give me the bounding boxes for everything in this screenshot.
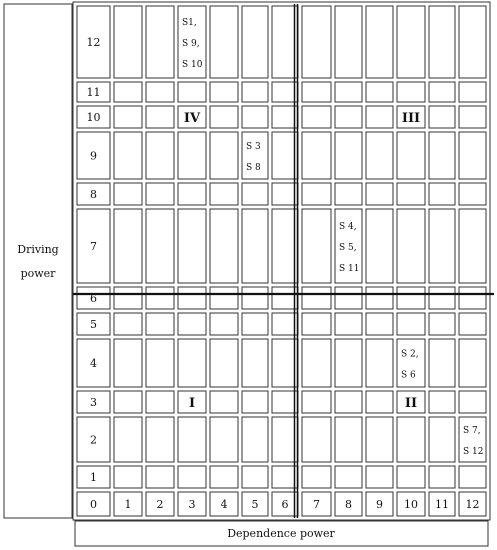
grid-cell bbox=[366, 466, 393, 488]
y-tick-label: 11 bbox=[86, 86, 101, 99]
y-tick-label: 1 bbox=[90, 471, 97, 484]
grid-cell bbox=[146, 313, 174, 335]
grid-cell bbox=[210, 6, 238, 78]
grid-cell bbox=[459, 466, 486, 488]
grid-cell bbox=[146, 6, 174, 78]
grid-cell bbox=[459, 6, 486, 78]
y-tick-label: 4 bbox=[90, 357, 97, 370]
grid-cell bbox=[429, 209, 455, 283]
y-tick-label: 10 bbox=[86, 111, 101, 124]
grid-cell bbox=[242, 417, 268, 462]
grid-cell bbox=[459, 82, 486, 102]
grid-cell bbox=[210, 82, 238, 102]
grid-cell bbox=[242, 391, 268, 413]
x-tick-label: 1 bbox=[124, 498, 132, 511]
grid-cell bbox=[459, 209, 486, 283]
grid-cell bbox=[146, 391, 174, 413]
grid-cell bbox=[178, 417, 206, 462]
quadrant-label: IV bbox=[183, 111, 201, 126]
grid-cell bbox=[210, 391, 238, 413]
grid-cell bbox=[114, 339, 142, 387]
grid-cell bbox=[335, 132, 362, 179]
grid-cell bbox=[178, 82, 206, 102]
grid-cell bbox=[459, 132, 486, 179]
grid-cell bbox=[114, 313, 142, 335]
grid-cell bbox=[114, 106, 142, 128]
grid-cell bbox=[114, 82, 142, 102]
grid-cell bbox=[242, 313, 268, 335]
factor-label: S 3 bbox=[246, 142, 261, 152]
x-tick-label: 4 bbox=[220, 498, 228, 511]
grid-cell bbox=[114, 391, 142, 413]
grid-cell bbox=[302, 106, 331, 128]
grid-cell bbox=[302, 6, 331, 78]
grid-cell bbox=[146, 417, 174, 462]
grid-cell bbox=[429, 106, 455, 128]
grid-cell bbox=[114, 132, 142, 179]
grid-cell bbox=[114, 183, 142, 205]
x-tick-label: 11 bbox=[435, 498, 449, 511]
grid-cell bbox=[302, 132, 331, 179]
factor-label: S 5, bbox=[339, 243, 357, 253]
grid-cell bbox=[366, 391, 393, 413]
grid-cell bbox=[397, 417, 425, 462]
grid-cell bbox=[366, 106, 393, 128]
grid-cell bbox=[429, 6, 455, 78]
grid-cell bbox=[429, 339, 455, 387]
grid-cell bbox=[429, 82, 455, 102]
x-tick-label: 8 bbox=[345, 498, 352, 511]
grid-cell bbox=[146, 132, 174, 179]
y-tick-label: 2 bbox=[90, 433, 97, 447]
grid-cell bbox=[302, 339, 331, 387]
x-tick-label: 6 bbox=[281, 498, 289, 511]
grid-cell bbox=[242, 106, 268, 128]
grid-cell bbox=[397, 82, 425, 102]
y-tick-label: 3 bbox=[90, 396, 97, 409]
grid-cell bbox=[242, 6, 268, 78]
grid-cell bbox=[335, 313, 362, 335]
grid-cell bbox=[335, 287, 362, 309]
grid-cell bbox=[302, 209, 331, 283]
factor-label: S 6 bbox=[401, 370, 416, 381]
grid-cell bbox=[397, 6, 425, 78]
grid-cell bbox=[114, 287, 142, 309]
grid-cell bbox=[302, 313, 331, 335]
x-axis-label: Dependence power bbox=[227, 527, 335, 540]
grid-cell bbox=[302, 183, 331, 205]
grid-cell bbox=[210, 209, 238, 283]
grid-cell bbox=[146, 339, 174, 387]
grid-cell bbox=[210, 183, 238, 205]
grid-cell bbox=[114, 6, 142, 78]
grid-cell bbox=[335, 82, 362, 102]
y-tick-label: 5 bbox=[90, 318, 97, 331]
grid-cell bbox=[366, 183, 393, 205]
grid-cell bbox=[335, 339, 362, 387]
grid-cell bbox=[210, 132, 238, 179]
x-tick-label: 12 bbox=[465, 498, 480, 511]
grid-cell bbox=[210, 417, 238, 462]
grid-cell bbox=[397, 183, 425, 205]
grid bbox=[73, 2, 494, 520]
grid-cell bbox=[335, 391, 362, 413]
grid-cell bbox=[302, 82, 331, 102]
grid-cell bbox=[302, 391, 331, 413]
grid-cell bbox=[178, 287, 206, 309]
grid-cell bbox=[178, 313, 206, 335]
grid-cell bbox=[366, 287, 393, 309]
y-tick-label: 6 bbox=[90, 292, 97, 305]
grid-cell bbox=[302, 287, 331, 309]
y-axis-label-line2: power bbox=[20, 267, 56, 280]
x-tick-label: 3 bbox=[188, 498, 196, 511]
grid-cell bbox=[178, 339, 206, 387]
factor-label: S 12 bbox=[463, 447, 484, 457]
grid-cell bbox=[459, 106, 486, 128]
grid-cell bbox=[302, 466, 331, 488]
grid-cell bbox=[210, 339, 238, 387]
grid-cell bbox=[459, 391, 486, 413]
grid-cell bbox=[397, 209, 425, 283]
grid-cell bbox=[242, 82, 268, 102]
grid-cell bbox=[366, 339, 393, 387]
grid-cell bbox=[178, 183, 206, 205]
grid-cell bbox=[242, 339, 268, 387]
grid-cell bbox=[397, 313, 425, 335]
grid-cell bbox=[366, 6, 393, 78]
factor-label: S 10 bbox=[182, 60, 203, 70]
grid-cell bbox=[366, 132, 393, 179]
grid-cell bbox=[210, 106, 238, 128]
grid-cell bbox=[366, 82, 393, 102]
grid-cell bbox=[146, 106, 174, 128]
grid-cell bbox=[210, 313, 238, 335]
x-tick-label: 7 bbox=[313, 498, 320, 511]
grid-frame bbox=[73, 2, 490, 520]
x-tick-label: 9 bbox=[376, 498, 383, 511]
grid-cell bbox=[459, 339, 486, 387]
quadrant-label: I bbox=[188, 396, 196, 411]
grid-cell bbox=[178, 209, 206, 283]
grid-cell bbox=[397, 132, 425, 179]
grid-cell bbox=[429, 391, 455, 413]
quadrant-label: II bbox=[404, 396, 418, 411]
grid-cell bbox=[178, 132, 206, 179]
y-tick-label: 12 bbox=[86, 36, 101, 49]
factor-label: S 8 bbox=[246, 163, 261, 173]
grid-cell bbox=[146, 287, 174, 309]
y-tick-label: 0 bbox=[90, 498, 97, 511]
grid-cell bbox=[429, 417, 455, 462]
factor-label: S 7, bbox=[463, 426, 481, 436]
grid-cell bbox=[335, 6, 362, 78]
grid-cell bbox=[459, 287, 486, 309]
grid-cell bbox=[429, 313, 455, 335]
x-tick-label: 10 bbox=[404, 498, 418, 511]
grid-cell bbox=[210, 287, 238, 309]
grid-cell bbox=[459, 183, 486, 205]
grid-cell bbox=[335, 183, 362, 205]
grid-cell bbox=[210, 466, 238, 488]
grid-cell bbox=[242, 209, 268, 283]
grid-cell bbox=[335, 466, 362, 488]
grid-cell bbox=[114, 466, 142, 488]
factor-label: S 2, bbox=[401, 349, 419, 360]
grid-cell bbox=[242, 466, 268, 488]
factor-label: S 9, bbox=[182, 39, 200, 49]
grid-cell bbox=[429, 183, 455, 205]
factor-label: S1, bbox=[182, 18, 197, 28]
factor-label: S 11 bbox=[339, 264, 360, 274]
grid-cell bbox=[429, 287, 455, 309]
grid-cell bbox=[335, 417, 362, 462]
x-tick-label: 5 bbox=[251, 498, 259, 511]
grid-cell bbox=[366, 417, 393, 462]
y-label-frame bbox=[4, 4, 72, 518]
grid-cell bbox=[302, 417, 331, 462]
grid-cell bbox=[242, 183, 268, 205]
quadrant-label: III bbox=[401, 111, 421, 126]
grid-cell bbox=[178, 466, 206, 488]
grid-cell bbox=[114, 209, 142, 283]
grid-cell bbox=[242, 287, 268, 309]
grid-cell bbox=[459, 313, 486, 335]
x-tick-label: 2 bbox=[156, 498, 164, 511]
y-tick-label: 7 bbox=[90, 240, 97, 253]
grid-cell bbox=[397, 287, 425, 309]
y-tick-label: 9 bbox=[90, 149, 97, 163]
grid-cell bbox=[146, 82, 174, 102]
grid-cell bbox=[146, 466, 174, 488]
grid-cell bbox=[429, 466, 455, 488]
grid-cell bbox=[146, 209, 174, 283]
y-axis-label-line1: Driving bbox=[17, 243, 59, 256]
grid-cell bbox=[146, 183, 174, 205]
y-tick-label: 8 bbox=[90, 188, 97, 201]
grid-cell bbox=[429, 132, 455, 179]
grid-cell bbox=[397, 466, 425, 488]
grid-cell bbox=[335, 106, 362, 128]
grid-cell bbox=[114, 417, 142, 462]
grid-cell bbox=[366, 209, 393, 283]
factor-label: S 4, bbox=[339, 222, 357, 232]
grid-cell bbox=[366, 313, 393, 335]
